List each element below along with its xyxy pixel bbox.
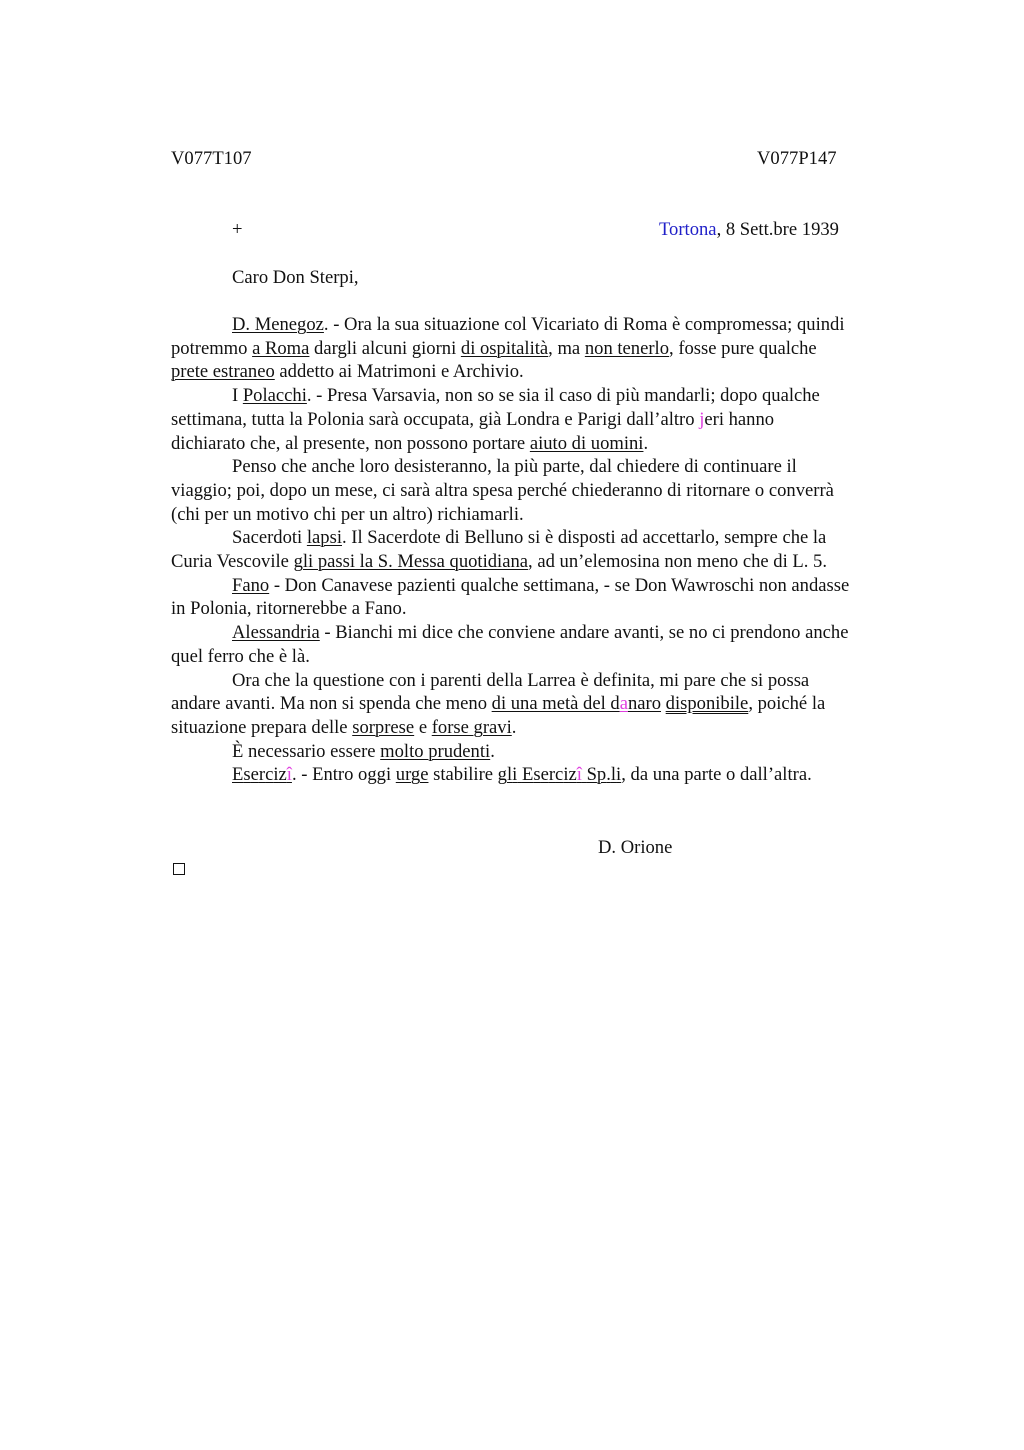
paragraph-alessandria: Alessandria - Bianchi mi dice che conviene andare avanti, se no ci prendono anche quel ferro che è là. <box>171 622 849 667</box>
letter-body <box>171 313 923 787</box>
paragraph-prudenti: È necessario essere molto prudenti. <box>232 740 495 762</box>
document-code-left: V077T107 <box>171 148 252 169</box>
esercizi-spirituali: gli Esercizî Sp.li <box>497 764 622 786</box>
document-code-right: V077P147 <box>757 148 837 169</box>
esercizi-label: Esercizî <box>232 764 292 786</box>
paragraph-esercizi: Esercizî. - Entro oggi urge stabilire gli Esercizî Sp.li, da una parte o dall’altra. <box>232 764 812 786</box>
salutation: Caro Don Sterpi, <box>232 267 359 288</box>
signature: D. Orione <box>598 837 673 858</box>
paragraph-polacchi: I Polacchi. - Presa Varsavia, non so se sia il caso di più mandarli; dopo qualche settimana, tutta la Polonia sarà occupata, già Londra e Parigi dall’altro jeri hanno dichiarato che, al presente, non possono portare aiuto di uomini. <box>171 385 820 454</box>
place-name: Tortona <box>659 219 717 240</box>
place-date-line <box>659 221 839 240</box>
paragraph-fano: Fano - Don Canavese pazienti qualche settimana, - se Don Wawroschi non andasse in Polonia, ritornerebbe a Fano. <box>171 574 850 620</box>
paragraph-penso: Penso che anche loro desisteranno, la più parte, dal chiedere di continuare il viaggio; poi, dopo un mese, ci sarà altra spesa perché chiederanno di ritornare o converrà (chi per un motivo chi per un altro) richiamarli. <box>171 456 834 525</box>
cross-mark: + <box>232 219 243 240</box>
paragraph-sacerdoti: Sacerdoti lapsi. Il Sacerdote di Belluno si è disposti ad accettarlo, sempre che la Curia Vescovile gli passi la S. Messa quotidiana, ad un’elemosina non meno che di L. 5. <box>171 527 828 573</box>
date-text: , 8 Sett.bre 1939 <box>716 219 839 240</box>
checkbox-square-icon <box>173 863 185 875</box>
paragraph-menegoz: D. Menegoz. - Ora la sua situazione col Vicariato di Roma è compromessa; quindi potremmo a Roma dargli alcuni giorni di ospitalità, ma non tenerlo, fosse pure qualche prete estraneo addetto ai Matrimoni e Archivio. <box>171 314 845 383</box>
paragraph-larrea: Ora che la questione con i parenti della Larrea è definita, mi pare che si possa andare avanti. Ma non si spenda che meno di una metà del danaro disponibile, poiché la situazione prepara delle sorprese e forse gravi. <box>171 669 826 738</box>
